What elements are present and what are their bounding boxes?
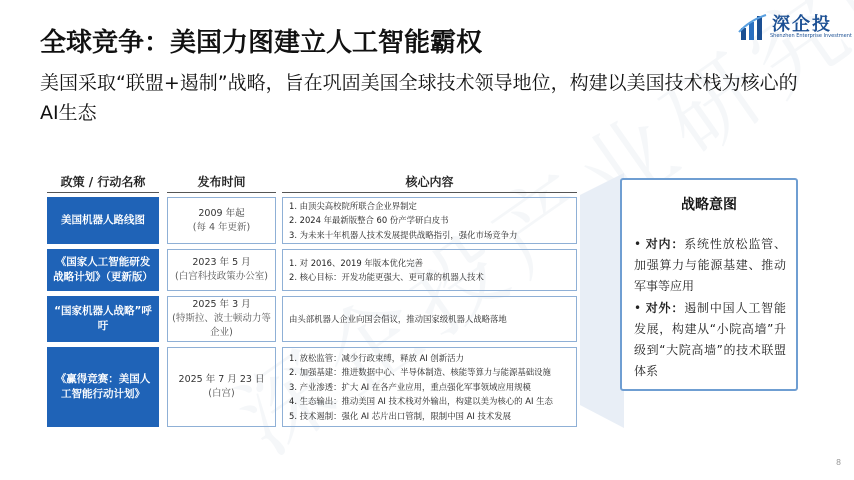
page-title: 全球竞争：美国力图建立人工智能霸权 [40, 28, 483, 58]
policy-name-cell: “国家机器人战略”呼吁 [47, 296, 159, 342]
core-content-cell [282, 347, 577, 427]
release-date-cell [167, 296, 276, 342]
release-date-cell [167, 347, 276, 427]
intent-item-foreign [634, 298, 786, 382]
policy-name-cell: 《赢得竞赛：美国人工智能行动计划》 [47, 347, 159, 427]
content-line: 2. 2024 年最新版整合 60 份产学研白皮书 [289, 215, 449, 226]
release-date-note: (白宫科技政策办公室) [175, 271, 268, 282]
content-line: 2. 加强基建：推进数据中心、半导体制造、核能等算力与能源基础设施 [289, 367, 551, 378]
release-date-note: (特斯拉、波士顿动力等企业) [172, 313, 271, 338]
release-date: 2025 年 7 月 23 日 [178, 374, 265, 385]
content-line: 3. 产业渗透：扩大 AI 在各产业应用，重点强化军事领域应用规模 [289, 381, 531, 392]
header-policy-name: 政策 / 行动名称 [60, 175, 146, 189]
content-line: 4. 生态输出：推动美国 AI 技术栈对外输出，构建以美为核心的 AI 生态 [289, 396, 553, 407]
core-content-cell [282, 197, 577, 244]
content-line: 3. 为未来十年机器人技术发展提供战略指引，强化市场竞争力 [289, 229, 518, 240]
release-date-note: (白宫) [208, 388, 235, 399]
release-date: 2009 年起 [198, 207, 245, 219]
intent-label: 对外： [645, 301, 685, 315]
header-divider [282, 192, 577, 193]
company-logo [736, 8, 852, 44]
logo-subtitle: Shenzhen Enterprise Investment [770, 33, 852, 39]
logo-name: 深企投 [772, 14, 832, 35]
policy-name-cell: 美国机器人路线图 [47, 197, 159, 244]
strategic-intent-box [620, 178, 798, 391]
core-content-cell [282, 249, 577, 291]
content-line: 1. 放松监管：减少行政束缚，释放 AI 创新活力 [289, 352, 464, 363]
intent-text: 遏制中国人工智能发展，构建从“小院高墙”升级到“大院高墙”的技术联盟体系 [634, 301, 786, 378]
intent-text: 系统性放松监管、加强算力与能源基建、推动军事等应用 [634, 237, 786, 293]
content-line: 1. 由顶尖高校院所联合企业界制定 [289, 200, 417, 211]
page-number: 8 [836, 458, 842, 467]
content-line: 1. 对 2016、2019 年版本优化完善 [289, 257, 423, 268]
logo-icon [738, 12, 768, 42]
page-subtitle: 美国采取“联盟+遏制”战略，旨在巩固美国全球技术领导地位，构建以美国技术栈为核心的AI生态 [40, 72, 798, 124]
content-line: 由头部机器人企业向国会倡议，推动国家级机器人战略落地 [289, 313, 507, 324]
content-line: 5. 技术遏制：强化 AI 芯片出口管制，限制中国 AI 技术发展 [289, 410, 511, 421]
release-date: 2025 年 3 月 [192, 299, 251, 310]
policy-name-cell: 《国家人工智能研发战略计划》（更新版） [47, 249, 159, 291]
header-release-date: 发布时间 [197, 175, 246, 189]
bullet-icon: • [634, 237, 642, 251]
bullet-icon: • [634, 301, 642, 315]
intent-label: 对内： [645, 237, 685, 251]
header-divider [47, 192, 159, 193]
release-date-cell [167, 197, 276, 244]
header-divider [167, 192, 276, 193]
strategic-intent-title: 战略意图 [681, 197, 737, 213]
release-date: 2023 年 5 月 [192, 257, 251, 268]
flow-arrow-icon [580, 173, 624, 428]
header-core-content: 核心内容 [405, 175, 454, 189]
content-line: 2. 核心目标：开发功能更强大、更可靠的机器人技术 [289, 272, 484, 282]
release-date-note: (每 4 年更新) [192, 221, 251, 233]
release-date-cell [167, 249, 276, 291]
core-content-cell [282, 296, 577, 342]
intent-item-domestic [634, 234, 786, 297]
